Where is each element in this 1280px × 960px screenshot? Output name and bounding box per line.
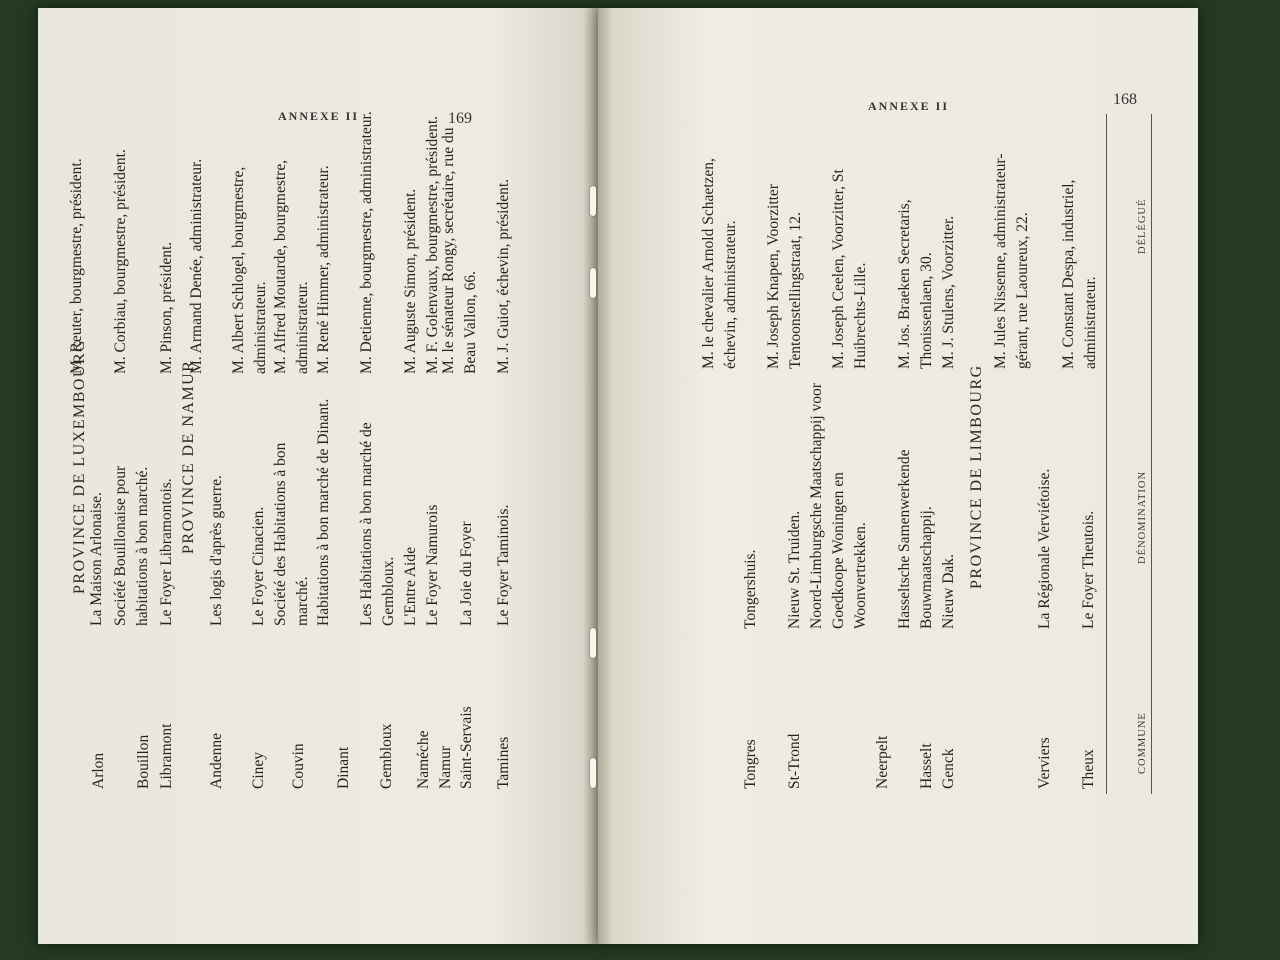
denomination-cell: L'Entre Aide [402,547,419,626]
open-book [38,8,1218,944]
column-header-delegue: DÉLÉGUÉ [1137,198,1148,254]
delegue-cell: M. F. Golenvaux, bourgmestre, président. [424,115,441,374]
denomination-cell: Noord-Limburgsche Maatschappij voor Goedkoope Woningen en Woonvertrekken. [808,383,869,629]
commune-cell: Libramont [158,723,175,789]
denomination-cell: Nieuw Dak. [940,554,957,629]
page-168-content [598,8,1198,944]
delegue-cell: M. J. Stulens, Voorzitter. [940,215,957,369]
delegue-cell: M. Joseph Knapen, Voorzitter Tentoonstellingstraat, 12. [765,184,804,369]
page-169 [38,8,598,944]
binding-stitch [590,186,596,216]
column-header-denomination: DÉNOMINATION [1137,470,1148,564]
running-header: ANNEXE II [278,109,360,123]
delegue-cell: M. Reuter, bourgmestre, président. [68,158,85,374]
delegue-cell: M. Albert Schlogel, bourgmestre, administrateur. [230,166,269,374]
commune-cell: Arlon [90,752,107,789]
denomination-cell: Les Habitations à bon marché de Gembloux. [358,422,397,626]
delegue-cell: M. Jos. Braeken Secretaris, Thonissenlaen, 30. [896,199,935,369]
denomination-cell: Tongershuis. [742,549,759,629]
province-title-namur: PROVINCE DE NAMUR [180,359,197,554]
denomination-cell: Société des Habitations à bon marché. [272,442,311,626]
commune-cell: Tongres [742,739,759,789]
column-header-commune: COMMUNE [1137,712,1148,774]
delegue-cell: M. J. Guiot, échevin, président. [495,178,512,374]
province-title-limbourg: PROVINCE DE LIMBOURG [968,364,985,589]
commune-cell: Ciney [250,751,267,789]
page-number: 169 [448,110,472,127]
denomination-cell: Le Foyer Cinacien. [250,506,267,626]
running-header: ANNEXE II [868,99,950,113]
commune-cell: Tamines [495,736,512,789]
denomination-cell: Le Foyer Taminois. [495,504,512,626]
denomination-cell: La Régionale Verviétoise. [1036,468,1053,629]
delegue-cell: M. Alfred Moutarde, bourgmestre, administrateur. [272,159,311,374]
commune-cell: St-Trond [786,733,803,789]
delegue-cell: M. Auguste Simon, président. [402,188,419,374]
delegue-cell: M. Jules Nissenne, administrateur-gérant, rue Laoureux, 22. [992,153,1031,369]
page-number: 168 [1113,91,1137,108]
delegue-cell: M. Corbiau, bourgmestre, président. [112,149,129,374]
header-rule [1151,114,1152,794]
commune-cell: Couvin [290,743,307,789]
binding-stitch [590,628,596,658]
delegue-cell: M. René Himmer, administrateur. [315,165,332,374]
commune-cell: Andenne [208,733,225,789]
binding-stitch [590,268,596,298]
page-169-content [38,8,598,944]
delegue-cell: M. Joseph Ceelen, Voorzitter, St Huibrechts-Lille. [830,169,869,369]
commune-cell: Namur [437,745,454,789]
province-title-luxembourg: PROVINCE DE LUXEMBOURG [71,338,88,594]
denomination-cell: Habitations à bon marché de Dinant. [315,398,332,626]
denomination-cell: La Maison Arlonaise. [88,492,105,626]
denomination-cell: Le Foyer Namurois [424,504,441,626]
commune-cell: Saint-Servais [458,706,475,789]
commune-cell: Naméche [415,730,432,789]
column-rule [503,636,515,644]
commune-cell: Theux [1080,749,1097,789]
denomination-cell: La Joie du Foyer [458,521,475,626]
denomination-cell: Le Foyer Libramontois. [158,478,175,626]
delegue-cell: M. Constant Despa, industriel, administrateur. [1060,179,1099,369]
page-168 [598,8,1198,944]
delegue-cell: M. le chevalier Arnold Schaetzen, échevin, administrateur. [700,158,739,369]
commune-cell: Neerpelt [874,735,891,789]
commune-cell: Genck [940,748,957,789]
header-rule [1106,114,1107,794]
denomination-cell: Hasseltsche Samenwerkende Bouwmaatschappij. [896,449,935,629]
delegue-cell: M. Detienne, bourgmestre, administrateur. [358,111,375,374]
denomination-cell: Les logis d'après guerre. [208,475,225,626]
denomination-cell: Nieuw St. Truiden. [786,511,803,629]
commune-cell: Verviers [1036,737,1053,789]
delegue-cell: M. Armand Denée, administrateur. [188,158,205,374]
commune-cell: Hasselt [918,743,935,789]
binding-stitch [590,758,596,788]
denomination-cell: Société Bouillonaise pour habitations à bon marché. [112,465,151,626]
delegue-cell: M. le sénateur Rongy, secrétaire, rue du Beau Vallon, 66. [440,127,479,374]
commune-cell: Bouillon [135,734,152,789]
commune-cell: Gembloux [378,723,395,789]
book-gutter [583,8,613,944]
delegue-cell: M. Pinson, président. [158,241,175,374]
denomination-cell: Le Foyer Theutois. [1080,510,1097,629]
commune-cell: Dinant [335,746,352,789]
